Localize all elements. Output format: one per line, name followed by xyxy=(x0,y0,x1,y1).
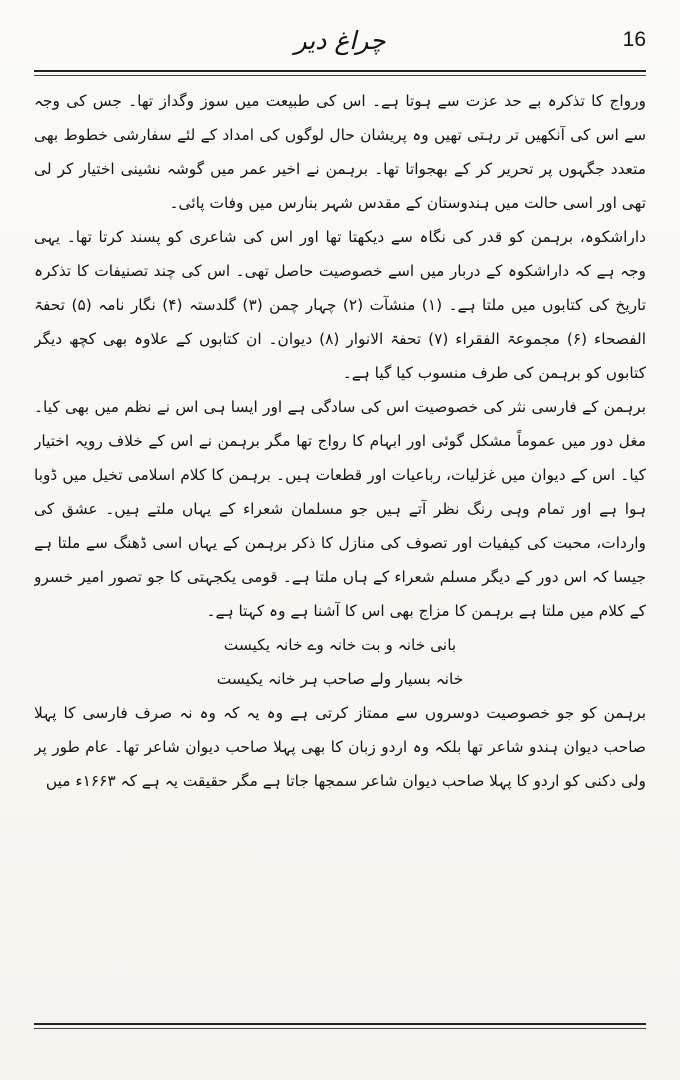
couplet-line-1: بانی خانہ و بت خانہ وے خانہ یکیست xyxy=(223,636,457,654)
running-title: چراغ دیر xyxy=(294,26,386,55)
page-header xyxy=(34,24,646,64)
page-number: 16 xyxy=(622,28,646,51)
couplet-line-2: خانہ بسیار ولے صاحب ہر خانہ یکیست xyxy=(216,670,464,688)
footer-rule-top xyxy=(34,1023,646,1025)
paragraph-4: برہمن کو جو خصوصیت دوسروں سے ممتاز کرتی ہے وہ یہ کہ وہ نہ صرف فارسی کا پہلا صاحب دیوان ہندو شاعر تھا بلکہ وہ اردو زبان کا بھی پہلا صاحب دیوان شاعر تھا۔ عام طور پر ولی دکنی کو اردو کا پہلا صاحب دیوان شاعر سمجھا جاتا ہے مگر حقیقت یہ ہے کہ ۱۶۶۳ء میں xyxy=(34,704,646,790)
page-body xyxy=(34,84,646,974)
paragraph-2: داراشکوہ، برہمن کو قدر کی نگاہ سے دیکھتا تھا اور اس کی شاعری کو پسند کرتا تھا۔ یہی وجہ ہے کہ داراشکوہ کے دربار میں اسے خصوصیت حاصل تھی۔ اس کی چند تصنیفات کا تذکرہ تاریخ کی کتابوں میں ملتا ہے۔ (۱) منشآت (۲) چہار چمن (۳) گلدستہ (۴) نگار نامہ (۵) تحفۃ الفصحاء (۶) مجموعۃ الفقراء (۷) تحفۃ الانوار (۸) دیوان۔ ان کتابوں کے علاوہ بھی کچھ دیگر کتابوں کو برہمن کی طرف منسوب کیا گیا ہے۔ xyxy=(34,228,646,382)
paragraph-1: ورواج کا تذکرہ بے حد عزت سے ہوتا ہے۔ اس کی طبیعت میں سوز وگداز تھا۔ جس کی وجہ سے اس کی آنکھیں تر رہتی تھیں وہ پریشان حال لوگوں کی امداد کے لئے سفارشی خطوط بھی متعدد جگہوں پر تحریر کر کے بھجواتا تھا۔ برہمن نے اخیر عمر میں گوشہ نشینی اختیار کر لی تھی اور اسی حالت میں ہندوستان کے مقدس شہر بنارس میں وفات پائی۔ xyxy=(34,92,646,212)
footer-rule-bottom xyxy=(34,1028,646,1029)
header-rule-top xyxy=(34,70,646,72)
header-rule-bottom xyxy=(34,75,646,76)
paragraph-3: برہمن کے فارسی نثر کی خصوصیت اس کی سادگی ہے اور ایسا ہی اس نے نظم میں بھی کیا۔ مغل دور میں عموماً مشکل گوئی اور ابہام کا رواج تھا مگر برہمن نے اس کے خلاف رویہ اختیار کیا۔ اس کے دیوان میں غزلیات، رباعیات اور قطعات ہیں۔ برہمن کا کلام اسلامی تخیل میں ڈوبا ہوا ہے اور تمام وہی رنگ نظر آتے ہیں جو مسلمان شعراء کے یہاں ملتے ہیں۔ عشق کی واردات، محبت کی کیفیات اور تصوف کی منازل کا ذکر برہمن کے یہاں اسی ڈھنگ سے ملتا ہے جیسا کہ اس دور کے دیگر مسلم شعراء کے ہاں ملتا ہے۔ قومی یکجہتی کا جو تصور امیر خسرو کے کلام میں ملتا ہے برہمن کا مزاج بھی اس کا آشنا ہے وہ کہتا ہے۔ xyxy=(34,398,646,620)
